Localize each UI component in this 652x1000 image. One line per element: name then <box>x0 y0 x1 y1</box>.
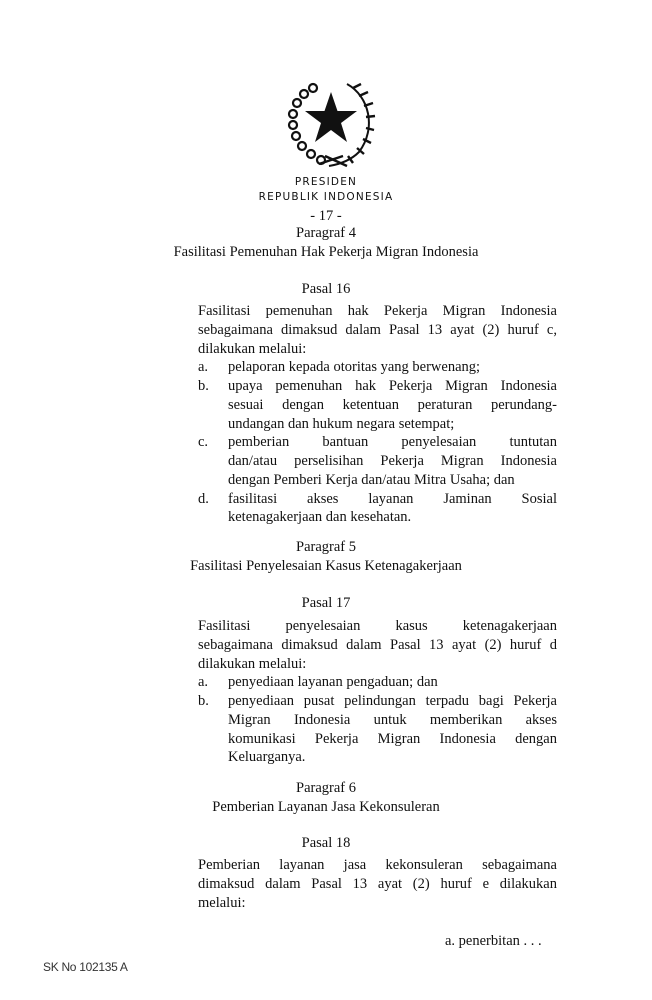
paragraf-heading: Paragraf 6 <box>296 780 356 796</box>
page-number: - 17 - <box>310 208 342 224</box>
paragraf-title: Fasilitasi Pemenuhan Hak Pekerja Migran Indonesia <box>173 244 479 260</box>
pasal-heading: Pasal 18 <box>301 835 351 851</box>
list-item-line: dan/atau perselisihan Pekerja Migran Indonesia <box>228 453 557 469</box>
header-presiden: PRESIDEN <box>294 176 358 188</box>
pasal-heading: Pasal 17 <box>301 595 351 611</box>
paragraf-heading: Paragraf 4 <box>296 225 356 241</box>
pasal-text-line: Fasilitasi penyelesaian kasus ketenagakerjaan <box>198 618 557 634</box>
pasal-text-line: Fasilitasi pemenuhan hak Pekerja Migran Indonesia <box>198 303 557 319</box>
list-item-line: undangan dan hukum negara setempat; <box>228 415 455 432</box>
paragraf-title: Fasilitasi Penyelesaian Kasus Ketenagakerjaan <box>190 558 462 574</box>
header-republik-indonesia: REPUBLIK INDONESIA <box>258 191 394 203</box>
pasal-text-line: melalui: <box>198 894 246 911</box>
list-item-line: Migran Indonesia untuk memberikan akses <box>228 711 557 728</box>
list-item-line: dengan Pemberi Kerja dan/atau Mitra Usaha; dan <box>228 471 515 488</box>
pasal-heading: Pasal 16 <box>301 281 351 297</box>
list-marker: a. <box>198 359 209 376</box>
list-item-line: upaya pemenuhan hak Pekerja Migran Indonesia <box>228 378 557 394</box>
list-marker: c. <box>198 434 209 451</box>
presidential-seal-icon <box>285 78 377 168</box>
pasal-text-line: dilakukan melalui: <box>198 340 307 357</box>
paragraf-heading: Paragraf 5 <box>296 539 356 555</box>
list-item-line: ketenagakerjaan dan kesehatan. <box>228 509 412 526</box>
pasal-text-line: sebagaimana dimaksud dalam Pasal 13 ayat (2) huruf d <box>198 636 557 653</box>
list-item-line: penyediaan layanan pengaduan; dan <box>228 674 438 691</box>
list-marker: b. <box>198 693 209 709</box>
list-item-line: pemberian bantuan penyelesaian tuntutan <box>228 434 557 451</box>
pasal-text-line: dimaksud dalam Pasal 13 ayat (2) huruf e dilakukan <box>198 875 557 892</box>
list-marker: d. <box>198 490 209 507</box>
list-item-line: Keluarganya. <box>228 749 306 766</box>
list-marker: a. <box>198 674 209 691</box>
pasal-text-line: dilakukan melalui: <box>198 655 307 672</box>
list-item-line: fasilitasi akses layanan Jaminan Sosial <box>228 490 557 507</box>
paragraf-title: Pemberian Layanan Jasa Kekonsuleran <box>212 799 440 815</box>
pasal-text-line: Pemberian layanan jasa kekonsuleran sebagaimana <box>198 857 557 873</box>
list-item-line: penyediaan pusat pelindungan terpadu bagi Pekerja <box>228 693 557 709</box>
list-item-line: pelaporan kepada otoritas yang berwenang; <box>228 359 481 376</box>
continuation-text: a. penerbitan . . . <box>445 933 542 949</box>
list-item-line: komunikasi Pekerja Migran Indonesia dengan <box>228 730 557 747</box>
pasal-text-line: sebagaimana dimaksud dalam Pasal 13 ayat (2) huruf c, <box>198 321 557 338</box>
document-code: SK No 102135 A <box>43 960 128 974</box>
list-marker: b. <box>198 378 209 394</box>
list-item-line: sesuai dengan ketentuan peraturan perundang- <box>228 396 557 413</box>
